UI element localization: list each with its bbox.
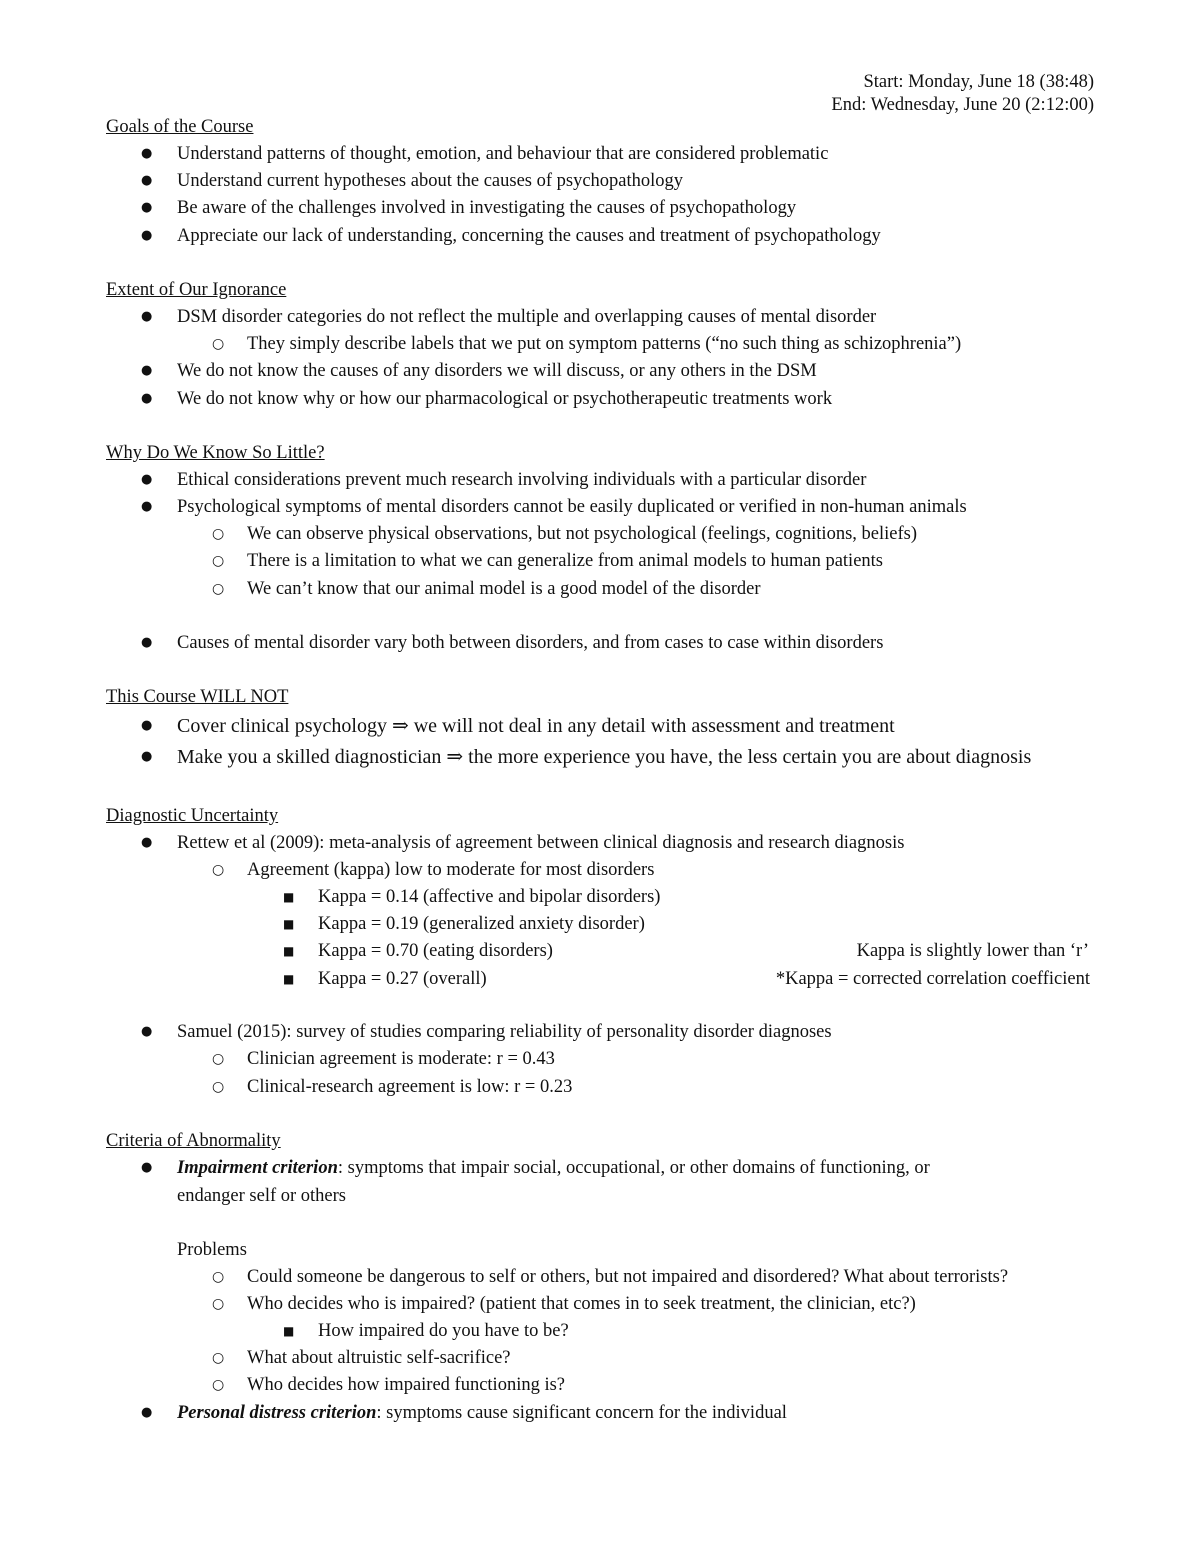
why-item: Ethical considerations prevent much research involving individuals with a particular disorder [177, 470, 867, 490]
square-bullet-icon: ■ [283, 917, 295, 931]
why-heading: Why Do We Know So Little? [106, 443, 325, 463]
will-not-item: Make you a skilled diagnostician ⇒ the more experience you have, the less certain you are about diagnosis [177, 746, 1032, 768]
why-subitem: We can’t know that our animal model is a good model of the disorder [247, 579, 761, 599]
end-time: End: Wednesday, June 20 (2:12:00) [831, 95, 1094, 115]
bullet-icon: ● [141, 499, 153, 514]
problem-item: Who decides how impaired functioning is? [247, 1375, 566, 1395]
uncertainty-subitem: Clinical-research agreement is low: r = 0.23 [247, 1077, 573, 1097]
bullet-icon: ● [141, 200, 153, 215]
square-bullet-icon: ■ [283, 972, 295, 986]
bullet-icon: ● [141, 173, 153, 188]
goals-item: Be aware of the challenges involved in investigating the causes of psychopathology [177, 198, 797, 218]
square-bullet-icon: ■ [283, 890, 295, 904]
impairment-criterion [177, 1157, 930, 1179]
circle-bullet-icon: ○ [212, 581, 225, 597]
circle-bullet-icon: ○ [212, 1079, 225, 1095]
why-subitem: There is a limitation to what we can generalize from animal models to human patients [247, 551, 883, 571]
ignorance-item: We do not know the causes of any disorders we will discuss, or any others in the DSM [177, 361, 817, 381]
circle-bullet-icon: ○ [212, 336, 225, 352]
bullet-icon: ● [141, 749, 153, 764]
problems-label: Problems [177, 1240, 247, 1260]
uncertainty-subitem: Agreement (kappa) low to moderate for most disorders [247, 860, 655, 880]
impairment-description-cont: endanger self or others [177, 1186, 347, 1206]
circle-bullet-icon: ○ [212, 862, 225, 878]
bullet-icon: ● [141, 228, 153, 243]
bullet-icon: ● [141, 718, 153, 733]
circle-bullet-icon: ○ [212, 1051, 225, 1067]
bullet-icon: ● [141, 363, 153, 378]
kappa-note: Kappa is slightly lower than ‘r’ [856, 941, 1089, 961]
problem-subitem: How impaired do you have to be? [318, 1321, 569, 1341]
bullet-icon: ● [141, 1160, 153, 1175]
will-not-heading: This Course WILL NOT [106, 687, 289, 707]
bullet-icon: ● [141, 391, 153, 406]
kappa-item: Kappa = 0.70 (eating disorders) [318, 941, 553, 961]
kappa-note: *Kappa = corrected correlation coefficient [775, 969, 1090, 989]
bullet-icon: ● [141, 309, 153, 324]
why-subitem: We can observe physical observations, but not psychological (feelings, cognitions, beliefs) [247, 524, 917, 544]
circle-bullet-icon: ○ [212, 526, 225, 542]
why-item: Psychological symptoms of mental disorders cannot be easily duplicated or verified in non-human animals [177, 497, 967, 517]
square-bullet-icon: ■ [283, 944, 295, 958]
bullet-icon: ● [141, 146, 153, 161]
kappa-item: Kappa = 0.19 (generalized anxiety disorder) [318, 914, 645, 934]
circle-bullet-icon: ○ [212, 1296, 225, 1312]
uncertainty-heading: Diagnostic Uncertainty [106, 806, 279, 826]
start-time: Start: Monday, June 18 (38:48) [863, 72, 1094, 92]
circle-bullet-icon: ○ [212, 1350, 225, 1366]
bullet-icon: ● [141, 1405, 153, 1420]
distress-criterion [177, 1402, 787, 1424]
kappa-item: Kappa = 0.27 (overall) [318, 969, 487, 989]
circle-bullet-icon: ○ [212, 1377, 225, 1393]
goals-heading: Goals of the Course [106, 117, 254, 137]
criteria-heading: Criteria of Abnormality [106, 1131, 281, 1151]
bullet-icon: ● [141, 635, 153, 650]
ignorance-heading: Extent of Our Ignorance [106, 280, 287, 300]
ignorance-item: DSM disorder categories do not reflect the multiple and overlapping causes of mental disorder [177, 307, 877, 327]
distress-description: : symptoms cause significant concern for the individual [376, 1403, 787, 1423]
circle-bullet-icon: ○ [212, 1269, 225, 1285]
impairment-term: Impairment criterion [177, 1158, 338, 1178]
uncertainty-subitem: Clinician agreement is moderate: r = 0.43 [247, 1049, 555, 1069]
kappa-item: Kappa = 0.14 (affective and bipolar disorders) [318, 887, 661, 907]
why-item: Causes of mental disorder vary both between disorders, and from cases to case within disorders [177, 633, 884, 653]
problem-item: Who decides who is impaired? (patient that comes in to seek treatment, the clinician, etc?) [247, 1294, 916, 1314]
goals-item: Appreciate our lack of understanding, concerning the causes and treatment of psychopathology [177, 226, 881, 246]
bullet-icon: ● [141, 472, 153, 487]
will-not-item: Cover clinical psychology ⇒ we will not deal in any detail with assessment and treatment [177, 715, 895, 737]
problem-item: Could someone be dangerous to self or others, but not impaired and disordered? What about terrorists? [247, 1267, 1009, 1287]
problem-item: What about altruistic self-sacrifice? [247, 1348, 511, 1368]
impairment-description: : symptoms that impair social, occupational, or other domains of functioning, or [337, 1158, 930, 1178]
circle-bullet-icon: ○ [212, 553, 225, 569]
uncertainty-item: Rettew et al (2009): meta-analysis of agreement between clinical diagnosis and research diagnosis [177, 833, 905, 853]
distress-term: Personal distress criterion [177, 1403, 377, 1423]
goals-item: Understand patterns of thought, emotion, and behaviour that are considered problematic [177, 144, 829, 164]
bullet-icon: ● [141, 1024, 153, 1039]
uncertainty-item: Samuel (2015): survey of studies comparing reliability of personality disorder diagnoses [177, 1022, 832, 1042]
bullet-icon: ● [141, 835, 153, 850]
ignorance-item: We do not know why or how our pharmacological or psychotherapeutic treatments work [177, 389, 833, 409]
ignorance-subitem: They simply describe labels that we put on symptom patterns (“no such thing as schizophrenia”) [247, 334, 962, 354]
square-bullet-icon: ■ [283, 1324, 295, 1338]
goals-item: Understand current hypotheses about the causes of psychopathology [177, 171, 684, 191]
